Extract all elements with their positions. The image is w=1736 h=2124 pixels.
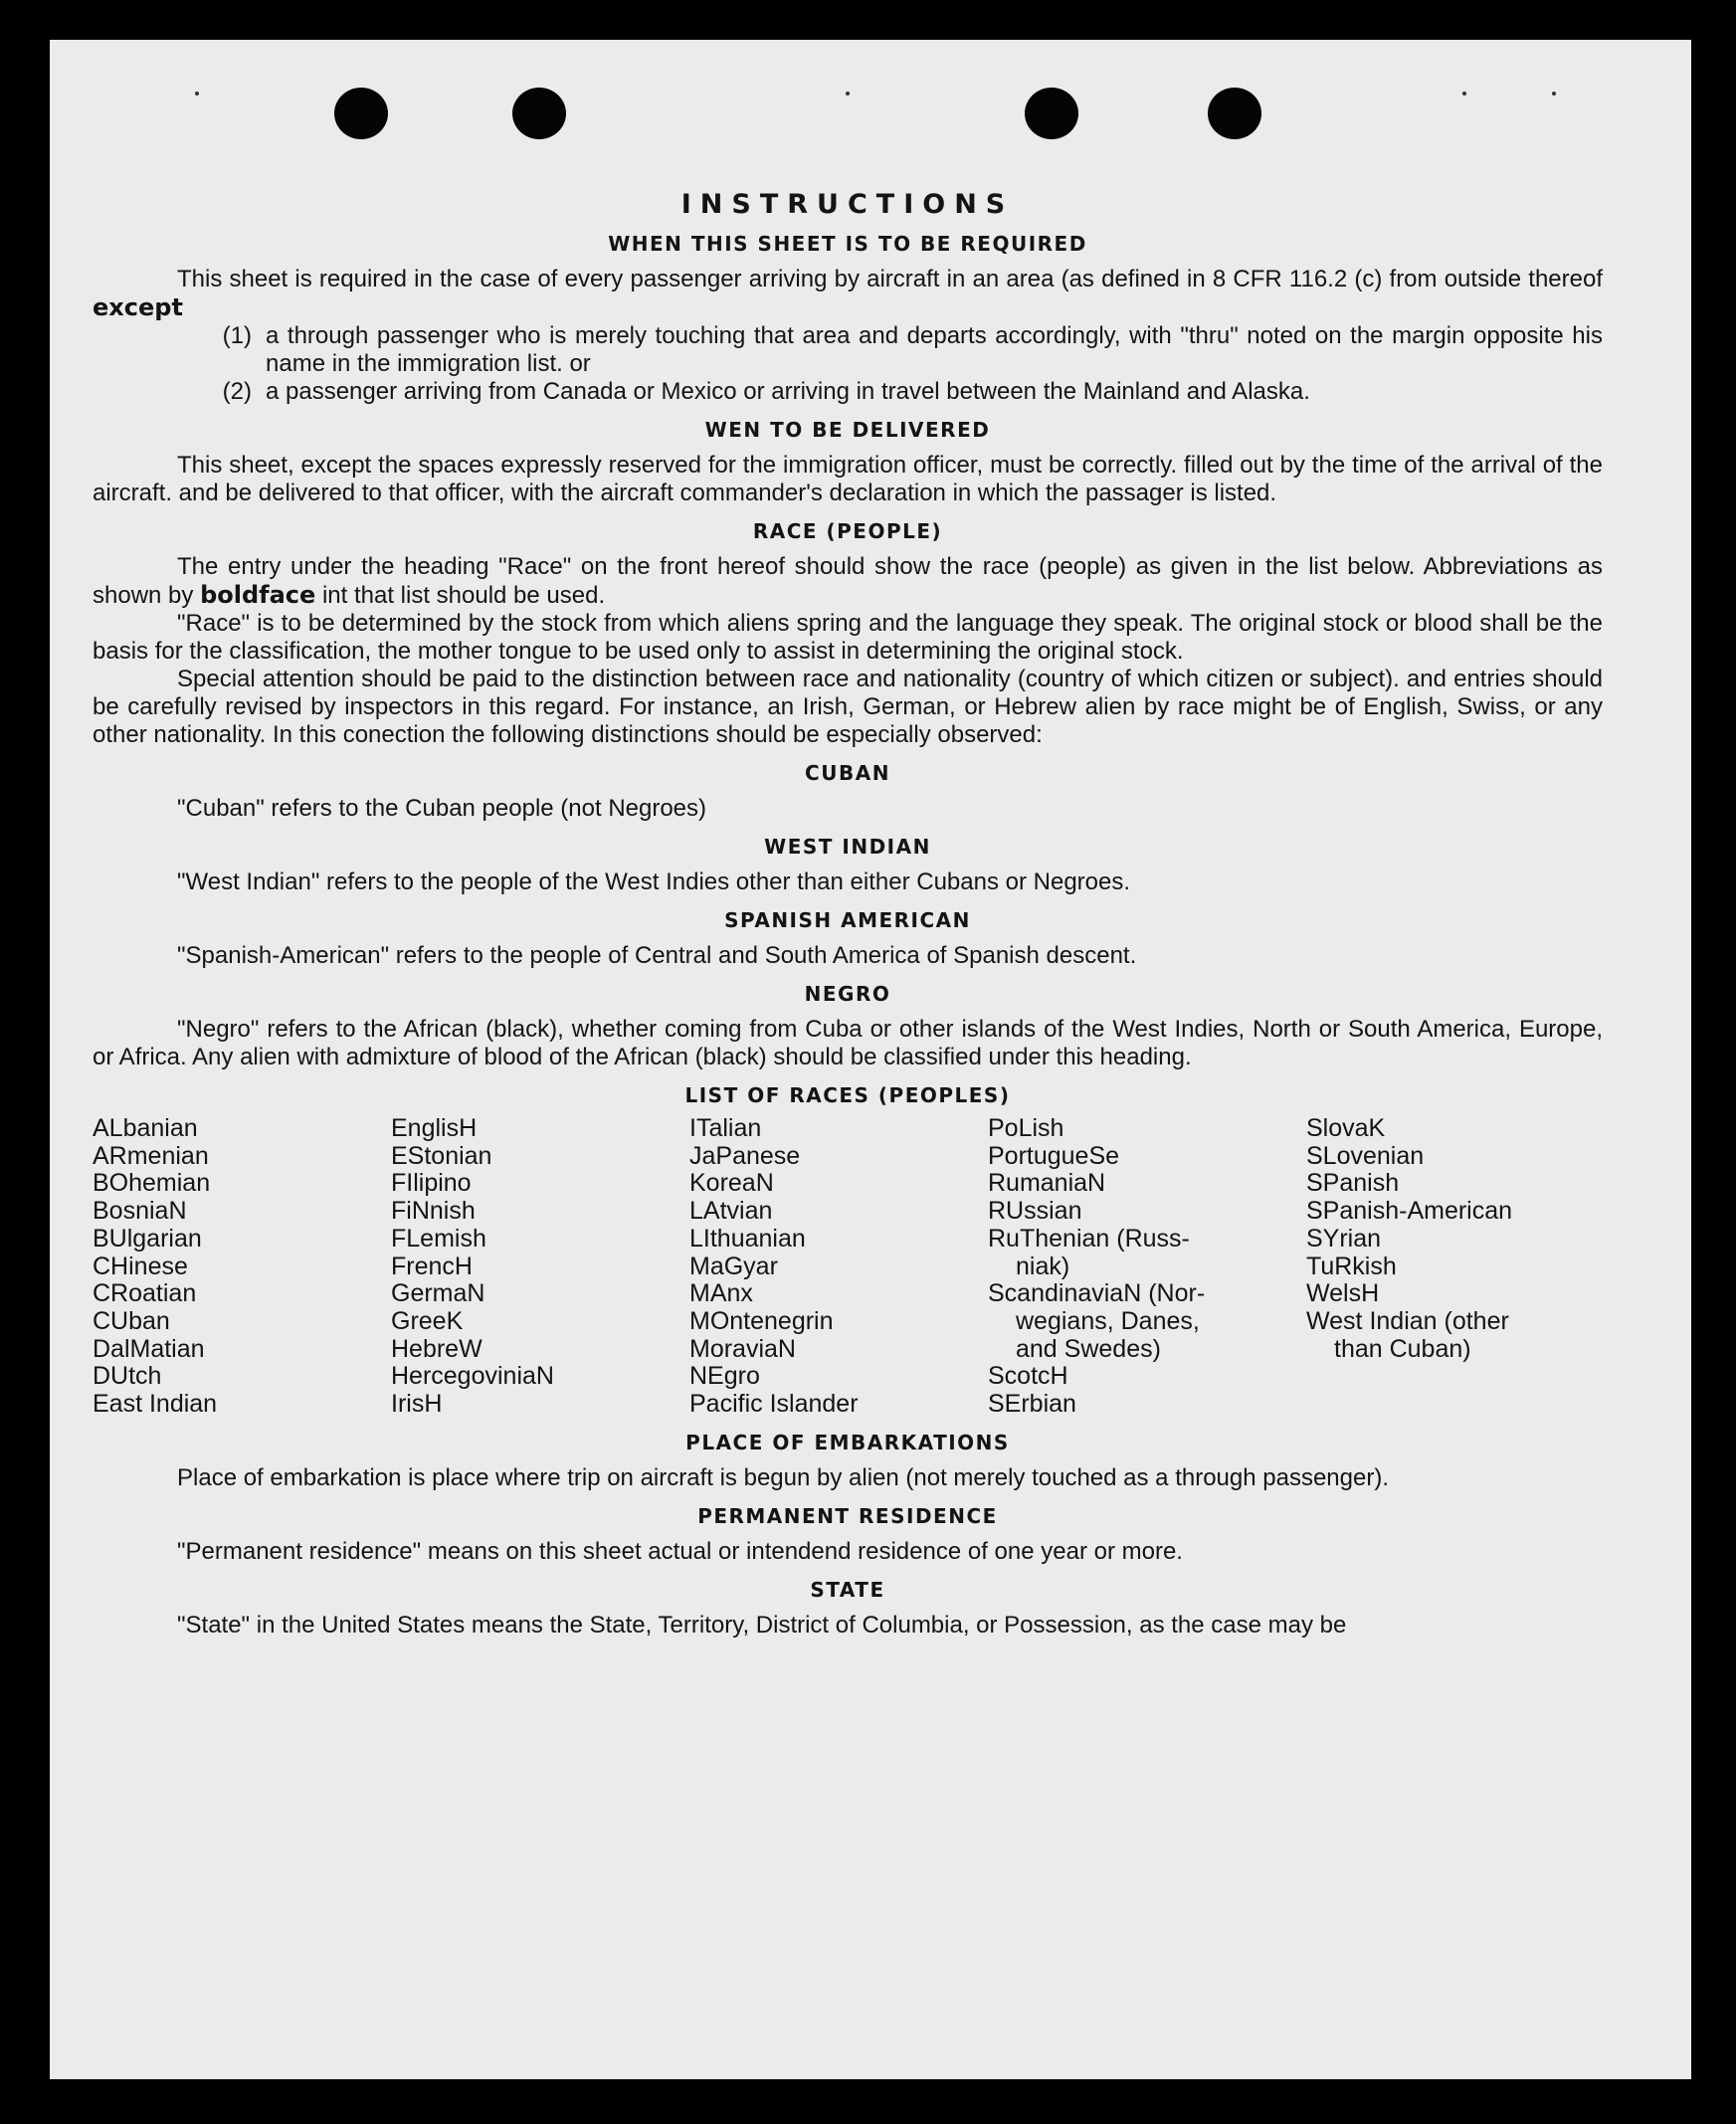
race-entry: MAnx bbox=[689, 1279, 753, 1308]
race-entry: FIlipino bbox=[391, 1169, 472, 1198]
race-entry: BOhemian bbox=[93, 1169, 211, 1198]
race-entry: HebreW bbox=[391, 1334, 482, 1363]
paragraph-spanish-american: "Spanish-American" refers to the people of Central and South America of Spanish descent. bbox=[177, 942, 1137, 969]
race-entry: TuRkish bbox=[1306, 1252, 1397, 1280]
races-column bbox=[988, 1115, 1306, 1419]
race-entry: DUtch bbox=[93, 1362, 162, 1391]
race-entry: FLemish bbox=[391, 1224, 486, 1253]
race-entry: GermaN bbox=[391, 1279, 485, 1308]
paragraph-race-1: The entry under the heading "Race" on the front hereof should show the race (people) as given in the list below. Abbreviations as shown by boldface int that list should be used. bbox=[93, 553, 1603, 609]
punch-hole bbox=[1208, 88, 1261, 139]
race-entry: ALbanian bbox=[93, 1114, 198, 1142]
heading-state: STATE bbox=[810, 1577, 885, 1602]
paragraph-cuban: "Cuban" refers to the Cuban people (not Negroes) bbox=[177, 795, 707, 822]
race-entry: SErbian bbox=[988, 1390, 1076, 1419]
race-entry: DalMatian bbox=[93, 1334, 205, 1363]
item-text: a passenger arriving from Canada or Mexico or arriving in travel between the Mainland and Alaska. bbox=[266, 378, 1310, 405]
item-number: (1) bbox=[222, 322, 252, 349]
heading-embarkation: PLACE OF EMBARKATIONS bbox=[685, 1430, 1010, 1454]
race-entry: PoLish bbox=[988, 1114, 1064, 1142]
paragraph-race-2: "Race" is to be determined by the stock from which aliens spring and the language they speak. The original stock or blood shall be the basis for the classification, the mother tongue to be used only to assist in determining the original stock. bbox=[93, 610, 1603, 665]
race-entry: ScandinaviaN (Nor- bbox=[988, 1279, 1206, 1308]
race-entry: KoreaN bbox=[689, 1169, 774, 1198]
races-list bbox=[93, 1115, 1603, 1419]
punch-hole bbox=[512, 88, 566, 139]
races-column bbox=[391, 1115, 689, 1419]
race-entry: ITalian bbox=[689, 1114, 762, 1142]
race-entry: NEgro bbox=[689, 1362, 760, 1391]
race-entry: SLovenian bbox=[1306, 1141, 1425, 1170]
race-entry: EnglisH bbox=[391, 1114, 478, 1142]
item-number: (2) bbox=[222, 378, 252, 405]
race-entry: ARmenian bbox=[93, 1141, 209, 1170]
speck bbox=[195, 92, 199, 96]
item-text: a through passenger who is merely touching that area and departs accordingly, with "thru" noted on the margin opposite his name in the immigration list. or bbox=[266, 322, 1603, 377]
paragraph-west-indian: "West Indian" refers to the people of the West Indies other than either Cubans or Negroes. bbox=[177, 869, 1131, 895]
exception-item bbox=[93, 378, 1603, 406]
heading-when-delivered: WEN TO BE DELIVERED bbox=[704, 418, 991, 442]
heading-race: RACE (PEOPLE) bbox=[752, 519, 943, 543]
paragraph-when-delivered: This sheet, except the spaces expressly reserved for the immigration officer, must be correctly. filled out by the time of the arrival of the aircraft. and be delivered to that officer, with the aircraft commander's declaration in which the passager is listed. bbox=[93, 452, 1603, 506]
race-entry: MoraviaN bbox=[689, 1334, 796, 1363]
race-entry: wegians, Danes, bbox=[1016, 1306, 1200, 1335]
heading-permanent-residence: PERMANENT RESIDENCE bbox=[697, 1503, 998, 1528]
race-entry: EStonian bbox=[391, 1141, 492, 1170]
heading-west-indian: WEST INDIAN bbox=[764, 835, 931, 859]
race-entry: RuThenian (Russ- bbox=[988, 1224, 1190, 1253]
race-entry: MOntenegrin bbox=[689, 1306, 834, 1335]
race-entry: than Cuban) bbox=[1334, 1334, 1471, 1363]
race-entry: ScotcH bbox=[988, 1362, 1068, 1391]
race-entry: WelsH bbox=[1306, 1279, 1380, 1308]
race-entry: JaPanese bbox=[689, 1141, 801, 1170]
race-entry: SlovaK bbox=[1306, 1114, 1386, 1142]
speck bbox=[1552, 92, 1556, 96]
race-entry: GreeK bbox=[391, 1306, 464, 1335]
document-page bbox=[50, 40, 1691, 2079]
race-entry: niak) bbox=[1016, 1252, 1070, 1280]
paragraph-embarkation: Place of embarkation is place where trip on aircraft is begun by alien (not merely touched as a through passenger). bbox=[177, 1463, 1389, 1491]
race-entry: CHinese bbox=[93, 1252, 188, 1280]
race-entry: FrencH bbox=[391, 1252, 473, 1280]
heading-spanish-american: SPANISH AMERICAN bbox=[724, 908, 971, 932]
race-entry: RUssian bbox=[988, 1197, 1082, 1226]
paragraph-race-3: Special attention should be paid to the distinction between race and nationality (country of which citizen or subject). and entries should be carefully revised by inspectors in this regard. For instance, an Irish, German, or Hebrew alien by race might be of English, Swiss, or any other nationality. In this conection the following distinctions should be especially observed: bbox=[93, 666, 1603, 748]
race-entry: MaGyar bbox=[689, 1252, 778, 1280]
races-column bbox=[1306, 1115, 1595, 1419]
instructions-content bbox=[93, 189, 1603, 1640]
race-entry: BUlgarian bbox=[93, 1224, 202, 1253]
race-entry: West Indian (other bbox=[1306, 1306, 1509, 1335]
race-entry: FiNnish bbox=[391, 1197, 476, 1226]
exception-item bbox=[93, 322, 1603, 378]
punch-hole bbox=[1025, 88, 1078, 139]
race-entry: SPanish bbox=[1306, 1169, 1400, 1198]
race-entry: CUban bbox=[93, 1306, 170, 1335]
race-entry: RumaniaN bbox=[988, 1169, 1106, 1198]
race-entry: Pacific Islander bbox=[689, 1390, 859, 1419]
punch-hole bbox=[334, 88, 388, 139]
race-entry: East Indian bbox=[93, 1390, 218, 1419]
heading-when-required: WHEN THIS SHEET IS TO BE REQUIRED bbox=[608, 232, 1087, 256]
paragraph-state: "State" in the United States means the State, Territory, District of Columbia, or Possession, as the case may be bbox=[177, 1611, 1347, 1639]
race-entry: IrisH bbox=[391, 1390, 443, 1419]
race-entry: and Swedes) bbox=[1016, 1334, 1161, 1363]
paragraph-when-required: This sheet is required in the case of every passenger arriving by aircraft in an area (as defined in 8 CFR 116.2 (c) from outside thereof except bbox=[93, 266, 1603, 321]
race-entry: HercegoviniaN bbox=[391, 1362, 554, 1391]
paragraph-negro: "Negro" refers to the African (black), whether coming from Cuba or other islands of the West Indies, North or South America, Europe, or Africa. Any alien with admixture of blood of the African (black) should be classified under this heading. bbox=[93, 1016, 1603, 1070]
race-entry: LIthuanian bbox=[689, 1224, 806, 1253]
races-column bbox=[93, 1115, 391, 1419]
heading-list-of-races: LIST OF RACES (PEOPLES) bbox=[684, 1083, 1011, 1107]
race-entry: CRoatian bbox=[93, 1279, 197, 1308]
race-entry: PortugueSe bbox=[988, 1141, 1120, 1170]
heading-cuban: CUBAN bbox=[805, 761, 890, 785]
race-entry: SYrian bbox=[1306, 1224, 1382, 1253]
heading-negro: NEGRO bbox=[804, 982, 891, 1006]
speck bbox=[846, 92, 850, 96]
paragraph-permanent-residence: "Permanent residence" means on this sheet actual or intendend residence of one year or more. bbox=[177, 1537, 1183, 1565]
speck bbox=[1462, 92, 1466, 96]
race-entry: BosniaN bbox=[93, 1197, 187, 1226]
race-entry: LAtvian bbox=[689, 1197, 773, 1226]
page-title: INSTRUCTIONS bbox=[680, 189, 1015, 220]
races-column bbox=[689, 1115, 988, 1419]
race-entry: SPanish-American bbox=[1306, 1197, 1513, 1226]
